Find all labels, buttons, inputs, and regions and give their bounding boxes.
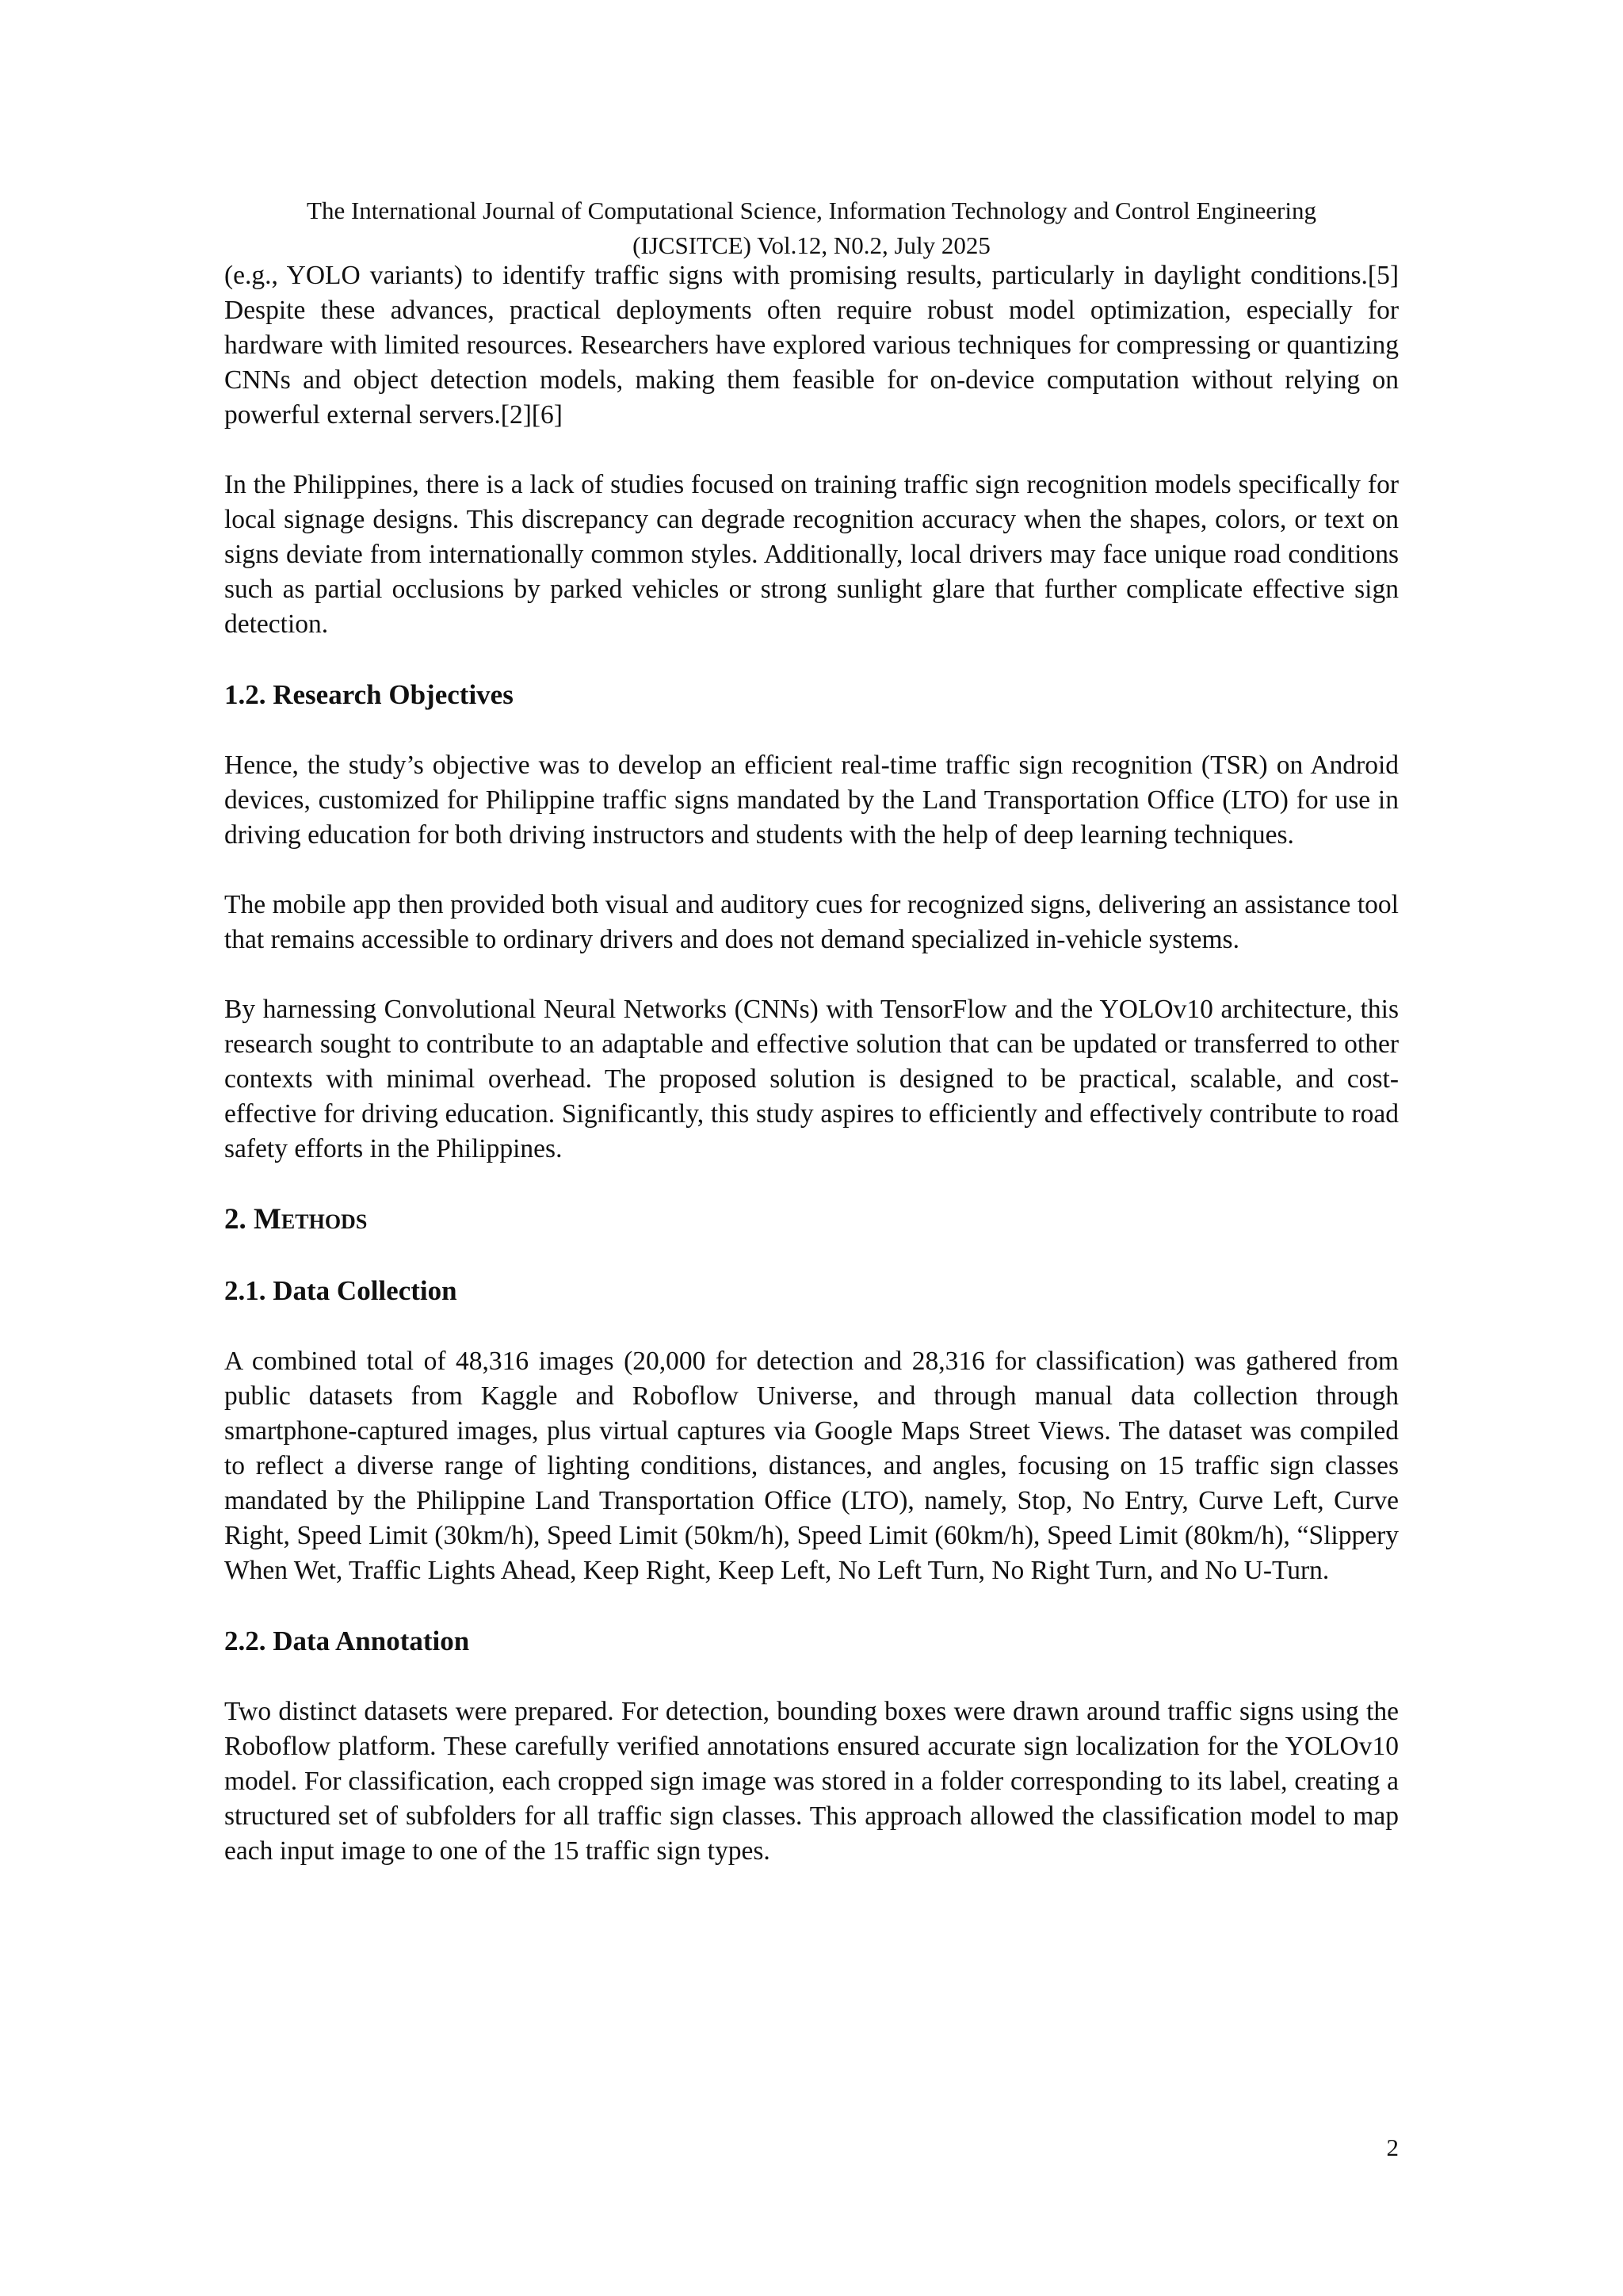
paragraph-philippines-context: In the Philippines, there is a lack of studies focused on training traffic sign recognition models specifically for local signage designs. This discrepancy can degrade recognition accuracy when the shapes, colors, or text on signs deviate from internationally common styles. Additionally, local drivers may face unique road conditions such as partial occlusions by parked vehicles or strong sunlight glare that further complicate effective sign detection. — [224, 470, 1399, 639]
methods-number: 2. — [224, 1203, 254, 1236]
paragraph-objective: Hence, the study’s objective was to develop an efficient real-time traffic sign recognition (TSR) on Android devices, customized for Philippine traffic signs mandated by the Land Transportation Office (LTO) for use in driving education for both driving instructors and students with the help of deep learning techniques. — [224, 751, 1399, 850]
journal-running-header — [224, 193, 1399, 263]
journal-title-line: The International Journal of Computational Science, Information Technology and Control Engineering — [307, 197, 1316, 224]
paragraph-mobile-app: The mobile app then provided both visual and auditory cues for recognized signs, delivering an assistance tool that remains accessible to ordinary drivers and does not demand specialized in-vehicle systems. — [224, 890, 1399, 954]
body-text — [224, 258, 1399, 1904]
methods-title: Methods — [254, 1203, 368, 1236]
section-heading-methods — [224, 1201, 1399, 1238]
journal-issue-line: (IJCSITCE) Vol.12, N0.2, July 2025 — [632, 231, 991, 259]
section-heading-research-objectives: 1.2. Research Objectives — [224, 679, 514, 710]
page-number: 2 — [1386, 2134, 1399, 2161]
paragraph-continuation: (e.g., YOLO variants) to identify traffic signs with promising results, particularly in daylight conditions.[5] Despite these advances, practical deployments often require robust model optimization, especially for hardware with limited resources. Researchers have explored various techniques for compressing or quantizing CNNs and object detection models, making them feasible for on-device computation without relying on powerful external servers.[2][6] — [224, 261, 1399, 430]
section-heading-data-collection: 2.1. Data Collection — [224, 1275, 457, 1306]
paragraph-data-collection: A combined total of 48,316 images (20,000 for detection and 28,316 for classification) was gathered from public datasets from Kaggle and Roboflow Universe, and through manual data collection through smartphone-captured images, plus virtual captures via Google Maps Street Views. The dataset was compiled to reflect a diverse range of lighting conditions, distances, and angles, focusing on 15 traffic sign classes mandated by the Philippine Land Transportation Office (LTO), namely, Stop, No Entry, Curve Left, Curve Right, Speed Limit (30km/h), Speed Limit (50km/h), Speed Limit (60km/h), Speed Limit (80km/h), “Slippery When Wet, Traffic Lights Ahead, Keep Right, Keep Left, No Left Turn, No Right Turn, and No U-Turn. — [224, 1347, 1399, 1585]
paragraph-cnn-yolo: By harnessing Convolutional Neural Networks (CNNs) with TensorFlow and the YOLOv10 architecture, this research sought to contribute to an adaptable and effective solution that can be updated or transferred to other contexts with minimal overhead. The proposed solution is designed to be practical, scalable, and cost-effective for driving education. Significantly, this study aspires to efficiently and effectively contribute to road safety efforts in the Philippines. — [224, 995, 1399, 1163]
section-heading-data-annotation: 2.2. Data Annotation — [224, 1626, 470, 1656]
paragraph-data-annotation: Two distinct datasets were prepared. For detection, bounding boxes were drawn around traffic signs using the Roboflow platform. These carefully verified annotations ensured accurate sign localization for the YOLOv10 model. For classification, each cropped sign image was stored in a folder corresponding to its label, creating a structured set of subfolders for all traffic sign classes. This approach allowed the classification model to map each input image to one of the 15 traffic sign types. — [224, 1697, 1399, 1866]
